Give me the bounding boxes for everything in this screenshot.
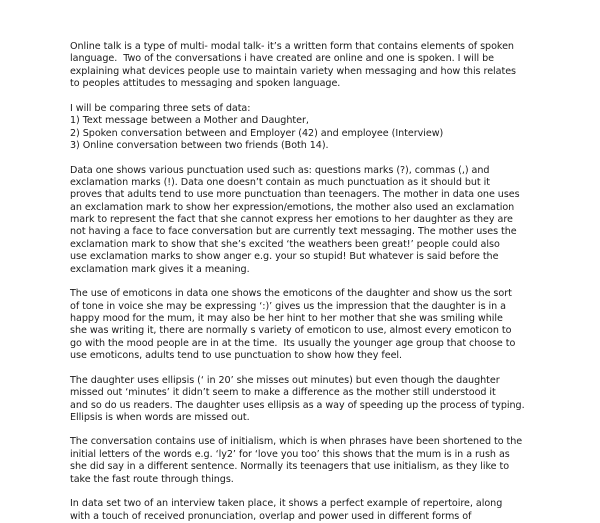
paragraph-punctuation (70, 165, 540, 277)
text-line: Online talk is a type of multi- modal talk- it’s a written form that contains elements of spoken (70, 41, 514, 52)
text-line: take the fast route through things. (70, 473, 234, 485)
text-line: go with the mood people are in at the time. Its usually the younger age group that choose to (70, 337, 516, 349)
paragraph-ellipsis (70, 375, 540, 425)
list-item: 2) Spoken conversation between and Employer (42) and employee (Interview) (70, 127, 444, 139)
text-line: to peoples attitudes to messaging and spoken language. (70, 78, 341, 90)
text-line: exclamation mark to show that she’s excited ‘the weathers been great!’ people could also (70, 238, 500, 250)
text-line: The conversation contains use of initialism, which is when phrases have been shortened to the (70, 436, 523, 448)
list-item: 3) Online conversation between two friends (Both 14). (70, 139, 329, 151)
text-line: use emoticons, adults tend to use punctuation to show how they feel. (70, 350, 403, 362)
text-line: and so do us readers. The daughter uses ellipsis as a way of speeding up the process of typing. (70, 399, 525, 411)
text-line: of tone in voice she may be expressing ‘:)’ gives us the impression that the daughter is in a (70, 300, 507, 312)
text-line: In data set two of an interview taken place, it shows a perfect example of repertoire, along (70, 498, 503, 510)
text-line: proves that adults tend to use more punctuation than teenagers. The mother in data one uses (70, 189, 520, 201)
text-line: The use of emoticons in data one shows the emoticons of the daughter and show us the sort (70, 288, 512, 300)
document-body (70, 41, 540, 523)
paragraph-initialism (70, 436, 540, 486)
text-line: with a touch of received pronunciation, overlap and power used in different forms of (70, 510, 472, 522)
text-line: she was writing it, there are normally s variety of emoticon to use, almost every emoticon to (70, 325, 512, 337)
paragraph-emoticons (70, 288, 540, 362)
text-line: mark to represent the fact that she cannot express her emotions to her daughter as they are (70, 214, 513, 226)
text-line: she did say in a different sentence. Normally its teenagers that use initialism, as they like to (70, 461, 510, 473)
text-line: an exclamation mark to show her expression/emotions, the mother also used an exclamation (70, 201, 515, 213)
text-line: I will be comparing three sets of data: (70, 102, 251, 114)
text-line: exclamation marks (!). Data one doesn’t contain as much punctuation as it should but it (70, 176, 490, 188)
text-line: missed out ‘minutes’ it didn’t seem to make a difference as the mother still understood it (70, 387, 496, 399)
text-line: initial letters of the words e.g. ‘ly2’ for ‘love you too’ this shows that the mum is in a rush as (70, 448, 510, 460)
list-item: 1) Text message between a Mother and Daughter, (70, 115, 309, 127)
paragraph-data-sets (70, 103, 540, 153)
text-line: happy mood for the mum, it may also be her hint to her mother that she was smiling while (70, 312, 503, 324)
text-line: use exclamation marks to show anger e.g. your so stupid! But whatever is said before the (70, 251, 499, 263)
text-line: Data one shows various punctuation used such as: questions marks (?), commas (,) and (70, 164, 490, 176)
text-line: not having a face to face conversation but are currently text messaging. The mother uses the (70, 226, 517, 238)
paragraph-intro (70, 41, 540, 91)
text-line: exclamation mark gives it a meaning. (70, 263, 250, 275)
paragraph-data-set-two (70, 498, 540, 523)
text-line: The daughter uses ellipsis (‘ in 20’ she misses out minutes) but even though the daughter (70, 374, 500, 386)
text-line: Ellipsis is when words are missed out. (70, 411, 250, 423)
text-line: language. Two of the conversations i have created are online and one is spoken. I will be (70, 53, 495, 65)
text-line: explaining what devices people use to maintain variety when messaging and how this relates (70, 65, 516, 77)
